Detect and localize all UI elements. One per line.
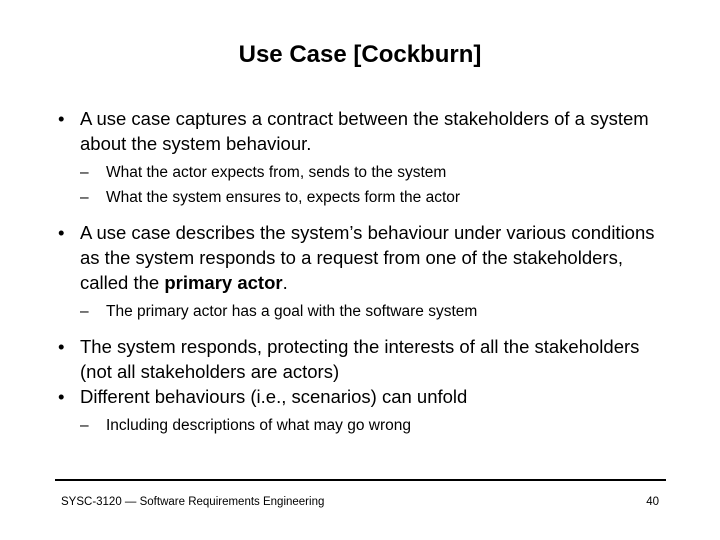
bullet-marker: • — [58, 336, 65, 357]
slide-body — [58, 106, 658, 448]
sub-list — [58, 302, 658, 322]
dash-marker: – — [80, 303, 89, 320]
dash-marker: – — [80, 164, 89, 181]
bullet-text: A use case describes the system’s behaviour under various conditions as the system responds to a request from one of the stakeholders, called the — [80, 222, 655, 293]
sub-item — [58, 302, 658, 322]
bullet-item — [58, 220, 658, 295]
sub-item — [58, 188, 658, 208]
footer-divider — [55, 479, 666, 481]
dash-marker: – — [80, 417, 89, 434]
sub-text: What the actor expects from, sends to the system — [106, 164, 447, 181]
bullet-text: The system responds, protecting the interests of all the stakeholders (not all stakeholders are actors) — [80, 336, 640, 382]
bullet-item — [58, 106, 658, 156]
sub-item — [58, 163, 658, 183]
bullet-marker: • — [58, 108, 65, 129]
sub-list — [58, 163, 658, 208]
sub-list — [58, 416, 658, 436]
primary-actor-term: primary actor — [164, 272, 283, 293]
bullet-marker: • — [58, 222, 65, 243]
sub-item — [58, 416, 658, 436]
footer-course: SYSC-3120 — Software Requirements Engineering — [61, 496, 325, 508]
bullet-item — [58, 334, 658, 384]
dash-marker: – — [80, 189, 89, 206]
bullet-text: A use case captures a contract between the stakeholders of a system about the system behaviour. — [80, 108, 649, 154]
sub-text: The primary actor has a goal with the software system — [106, 303, 478, 320]
slide-title: Use Case [Cockburn] — [238, 41, 482, 68]
bullet-item — [58, 384, 658, 409]
bullet-text: Different behaviours (i.e., scenarios) can unfold — [80, 386, 468, 407]
page-number: 40 — [646, 496, 659, 508]
sub-text: What the system ensures to, expects form the actor — [106, 189, 461, 206]
bullet-marker: • — [58, 386, 65, 407]
sub-text: Including descriptions of what may go wrong — [106, 417, 411, 434]
bullet-text-end: . — [282, 272, 288, 293]
